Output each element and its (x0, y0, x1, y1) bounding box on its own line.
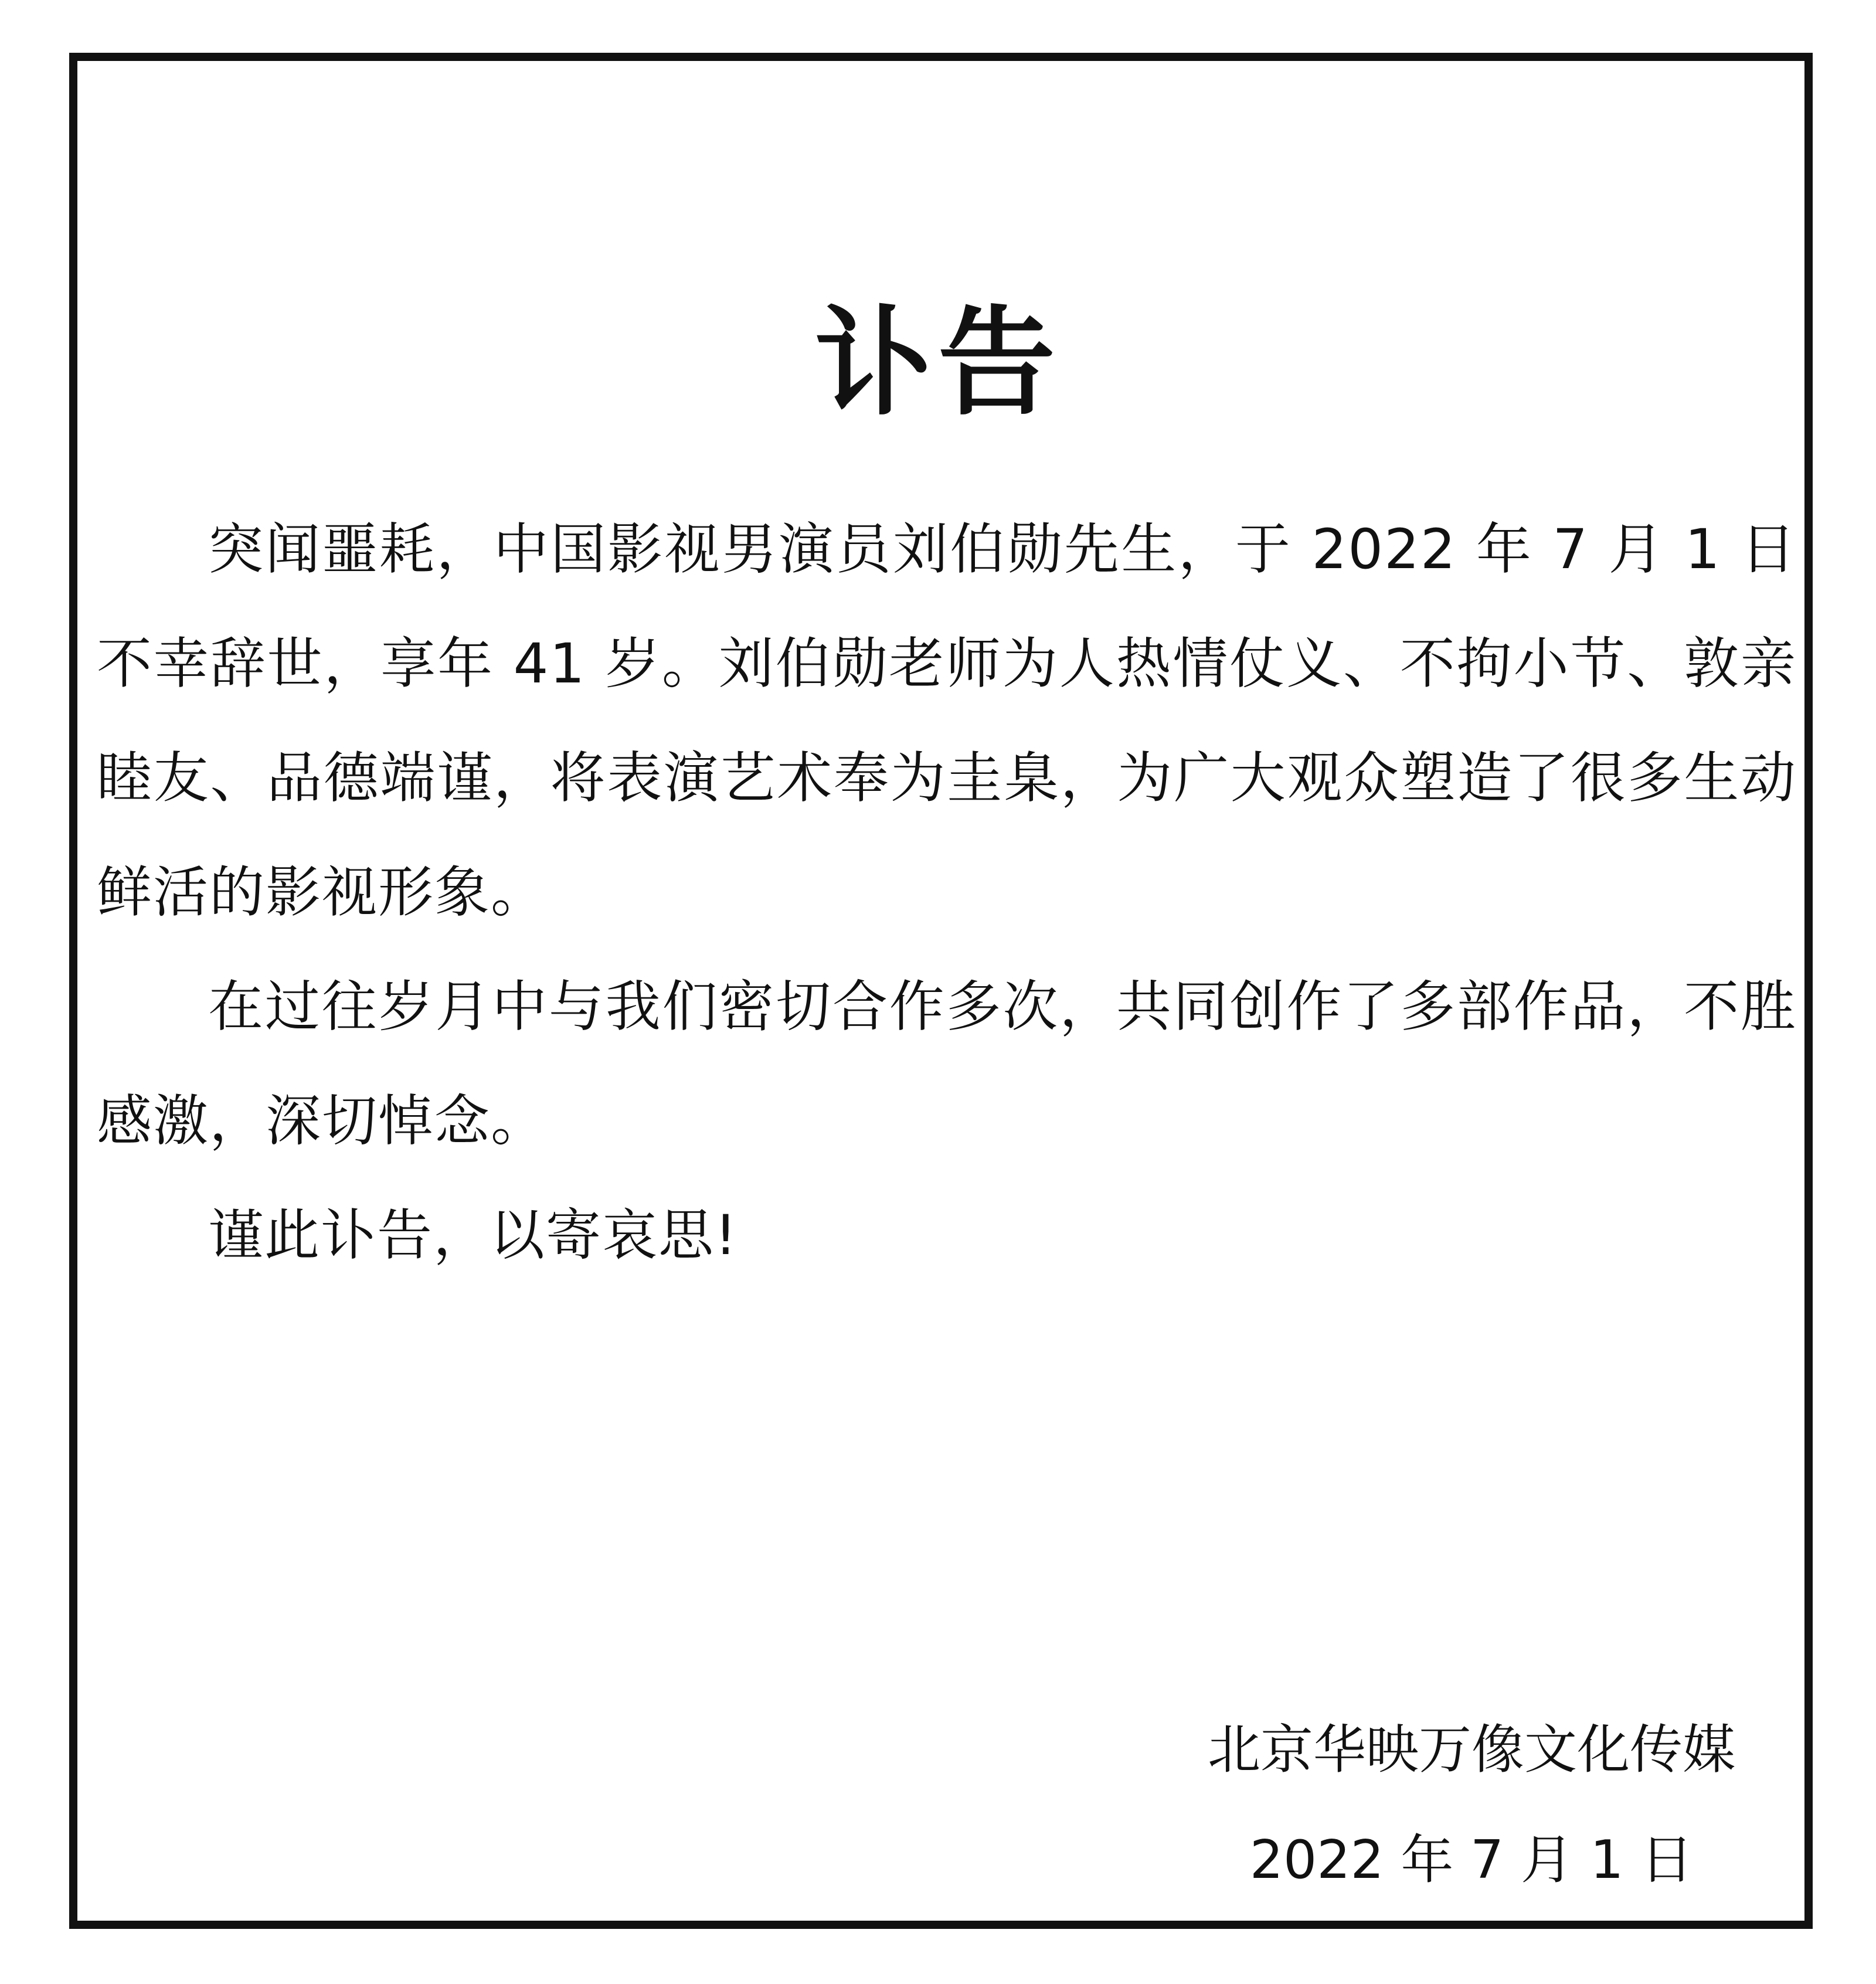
document-title: 讣告 (814, 295, 1061, 432)
paragraph-3: 谨此讣告，以寄哀思! (208, 1204, 738, 1268)
paragraph-1: 突闻噩耗，中国影视男演员刘伯勋先生，于 2022 年 7 月 1 日不幸辞世，享年 41 岁。刘伯勋老师为人热情仗义、不拘小节、敦亲睦友、品德端谨，将表演艺术奉为圭臬，为广大观众塑造了很多生动鲜活的影视形象。 (97, 518, 1797, 925)
signature-block (1208, 1719, 1735, 1891)
signature-organization: 北京华映万像文化传媒 (1208, 1719, 1735, 1781)
signature-date: 2022 年 7 月 1 日 (1249, 1829, 1694, 1891)
document-body (97, 492, 1797, 1293)
paragraph-2: 在过往岁月中与我们密切合作多次，共同创作了多部作品，不胜感激，深切悼念。 (97, 975, 1797, 1153)
